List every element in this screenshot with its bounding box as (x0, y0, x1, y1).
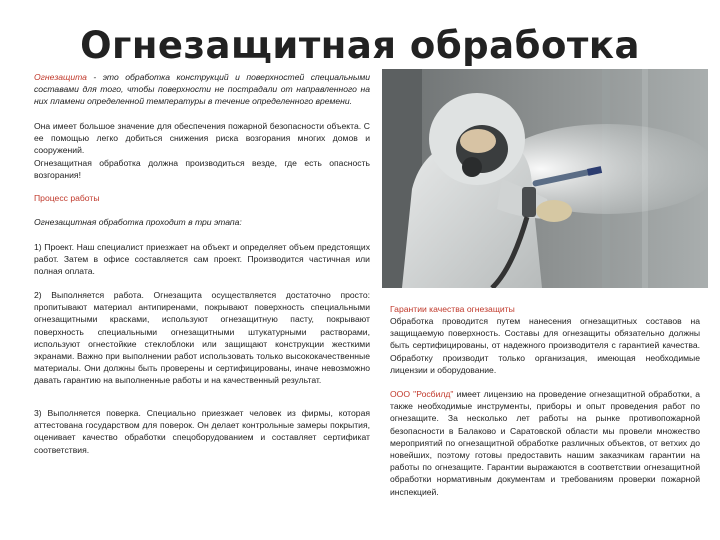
intro-block (34, 71, 370, 108)
guarantee-company-block (390, 388, 700, 498)
worker-spraying-photo (382, 69, 708, 288)
page-title: Огнезащитная обработка (80, 24, 640, 67)
intro-importance-block (34, 120, 370, 181)
company-name: ООО "Росбилд" (390, 389, 454, 399)
process-step-1: 1) Проект. Наш специалист приезжает на объект и определяет объем предстоящих работ. Затем в офисе составляется сам проект. Производится частичная или полная оплата. (34, 242, 370, 277)
intro-definition-text: - это обработка конструкций и поверхностей специальными составами для того, чтобы поверхности не пострадали от направленного на них пламени определенной температуры в течение определенного времени. (34, 72, 370, 107)
process-heading: Процесс работы (34, 193, 100, 203)
guarantee-body: Обработка проводится путем нанесения огнезащитных составов на защищаемую поверхность. Составы для огнезащиты обязательно должны быть сертифицированы, от надежного производителя с гарантией качества. Обработку производит только организация, имеющая необходимые лицензии и оборудование. (390, 316, 700, 375)
company-text: имеет лицензию на проведение огнезащитной обработки, а также необходимые инструменты, приборы и опыт проведения работ по огнезащите. За несколько лет работы на рынке противопожарной безопасности в Балаково и Саратовской области мы провели множество мероприятий по огнезащитной обработке различных объектов, от ветхих до новейших, поэтому готовы предоставить нашим заказчикам гарантии на работы по огнезащите. Гарантии выражаются в соответствии огнезащитной обработки нормативным документам и требованиям проверки пожарной инспекцией. (390, 389, 700, 497)
intro-everywhere: Огнезащитная обработка должна производиться везде, где есть опасность возгорания! (34, 157, 370, 180)
intro-term: Огнезащита (34, 72, 87, 82)
process-step-2: 2) Выполняется работа. Огнезащита осуществляется достаточно просто: пропитывают материал антипиренами, покрывают поверхность специальными огнезащитными красками, используют огнезащитную пасту, покрывают поверхность специальными огнезащитными штукатурными растворами, используют огнестойкие стеклоблоки или защищают конструкции жесткими экранами. Важно при выполнении работ использовать только высококачественные материалы. Они должны быть проверены и сертифицированы, иначе невозможно давать гарантию на выполненные работы и на качественный результат. (34, 290, 370, 386)
process-step-3: 3) Выполняется поверка. Специально приезжает человек из фирмы, которая аттестована государством для поверок. Он делает контрольные замеры покрытия, оценивает качество обработки спецоборудованием и составляет сертификат соответствия. (34, 408, 370, 455)
process-subtitle: Огнезащитная обработка проходит в три этапа: (34, 217, 242, 227)
intro-definition (34, 71, 370, 108)
guarantee-heading: Гарантии качества огнезащиты (390, 304, 515, 314)
intro-importance: Она имеет большое значение для обеспечения пожарной безопасности объекта. С ее помощью легко добиться снижения риска возгорания многих домов и сооружений. (34, 121, 370, 156)
